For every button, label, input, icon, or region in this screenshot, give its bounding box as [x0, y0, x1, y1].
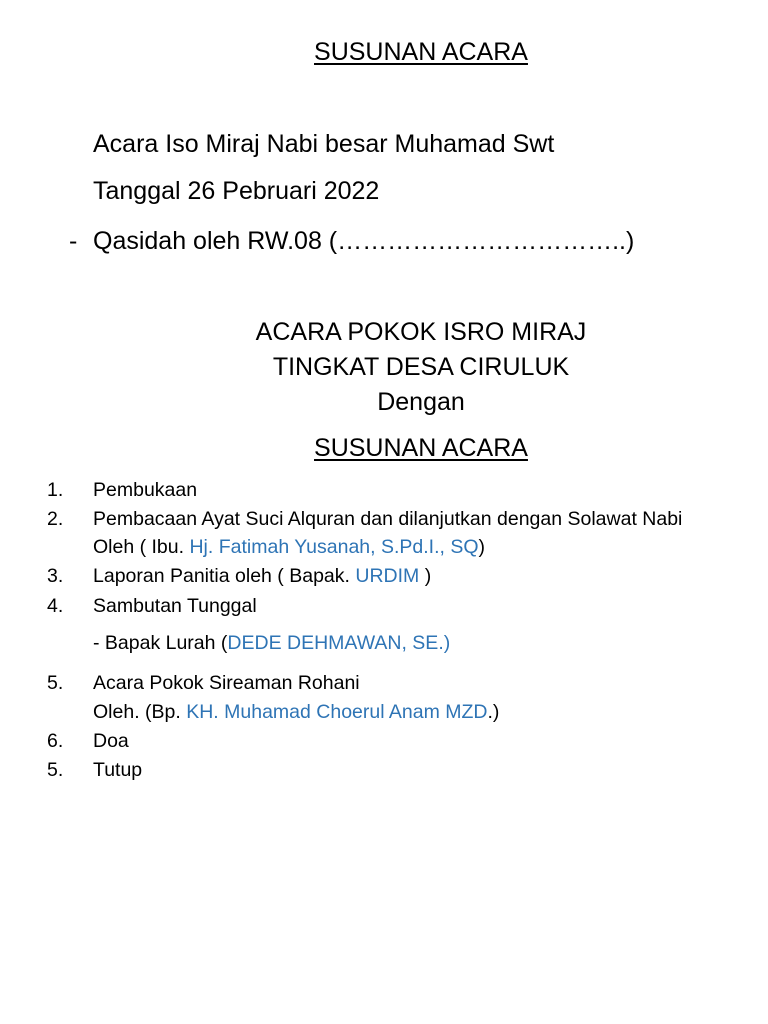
speaker-name: DEDE DEHMAWAN, SE.) [227, 632, 451, 654]
title-susunan-acara-second: SUSUNAN ACARA [314, 434, 528, 462]
list-item-subline [93, 632, 450, 655]
main-heading-line3: Dengan [377, 388, 465, 416]
list-item-number: 3. [47, 565, 64, 587]
subline-prefix: Oleh ( Ibu. [93, 536, 190, 558]
intro-qasidah-line: Qasidah oleh RW.08 (……………………………..) [93, 227, 635, 255]
speaker-name: Hj. Fatimah Yusanah, S.Pd.I., SQ [189, 536, 479, 558]
intro-dash: - [69, 227, 78, 255]
list-item-number: 6. [47, 730, 64, 752]
list-item-number: 2. [47, 508, 64, 530]
subline-prefix: - Bapak Lurah ( [93, 632, 228, 654]
list-item-number: 5. [47, 759, 64, 781]
subline-suffix: ) [478, 536, 486, 558]
list-item-subline [93, 701, 499, 724]
item-prefix: Laporan Panitia oleh ( Bapak. [93, 565, 356, 587]
intro-event-line: Acara Iso Miraj Nabi besar Muhamad Swt [93, 130, 555, 158]
list-item-number: 1. [47, 479, 64, 501]
list-item-text: Sambutan Tunggal [93, 595, 257, 617]
subline-prefix: Oleh. (Bp. [93, 701, 187, 723]
title-susunan-acara: SUSUNAN ACARA [314, 38, 528, 66]
list-item-text: Doa [93, 730, 129, 752]
list-item-subline [93, 536, 485, 559]
main-heading-line2: TINGKAT DESA CIRULUK [272, 353, 570, 381]
list-item-number: 4. [47, 595, 64, 617]
speaker-name: KH. Muhamad Choerul Anam MZD [186, 701, 488, 723]
list-item-text: Pembukaan [93, 479, 198, 501]
list-item-number: 5. [47, 672, 64, 694]
intro-date-line: Tanggal 26 Pebruari 2022 [93, 177, 380, 205]
item-suffix: ) [419, 565, 432, 587]
speaker-name: URDIM [355, 565, 420, 587]
list-item-text: Pembacaan Ayat Suci Alquran dan dilanjutkan dengan Solawat Nabi [93, 508, 683, 530]
list-item-text: Tutup [93, 759, 143, 781]
main-heading-line1: ACARA POKOK ISRO MIRAJ [255, 318, 587, 346]
list-item-text: Acara Pokok Sireaman Rohani [93, 672, 360, 694]
list-item-text [93, 565, 431, 588]
subline-suffix: .) [487, 701, 500, 723]
